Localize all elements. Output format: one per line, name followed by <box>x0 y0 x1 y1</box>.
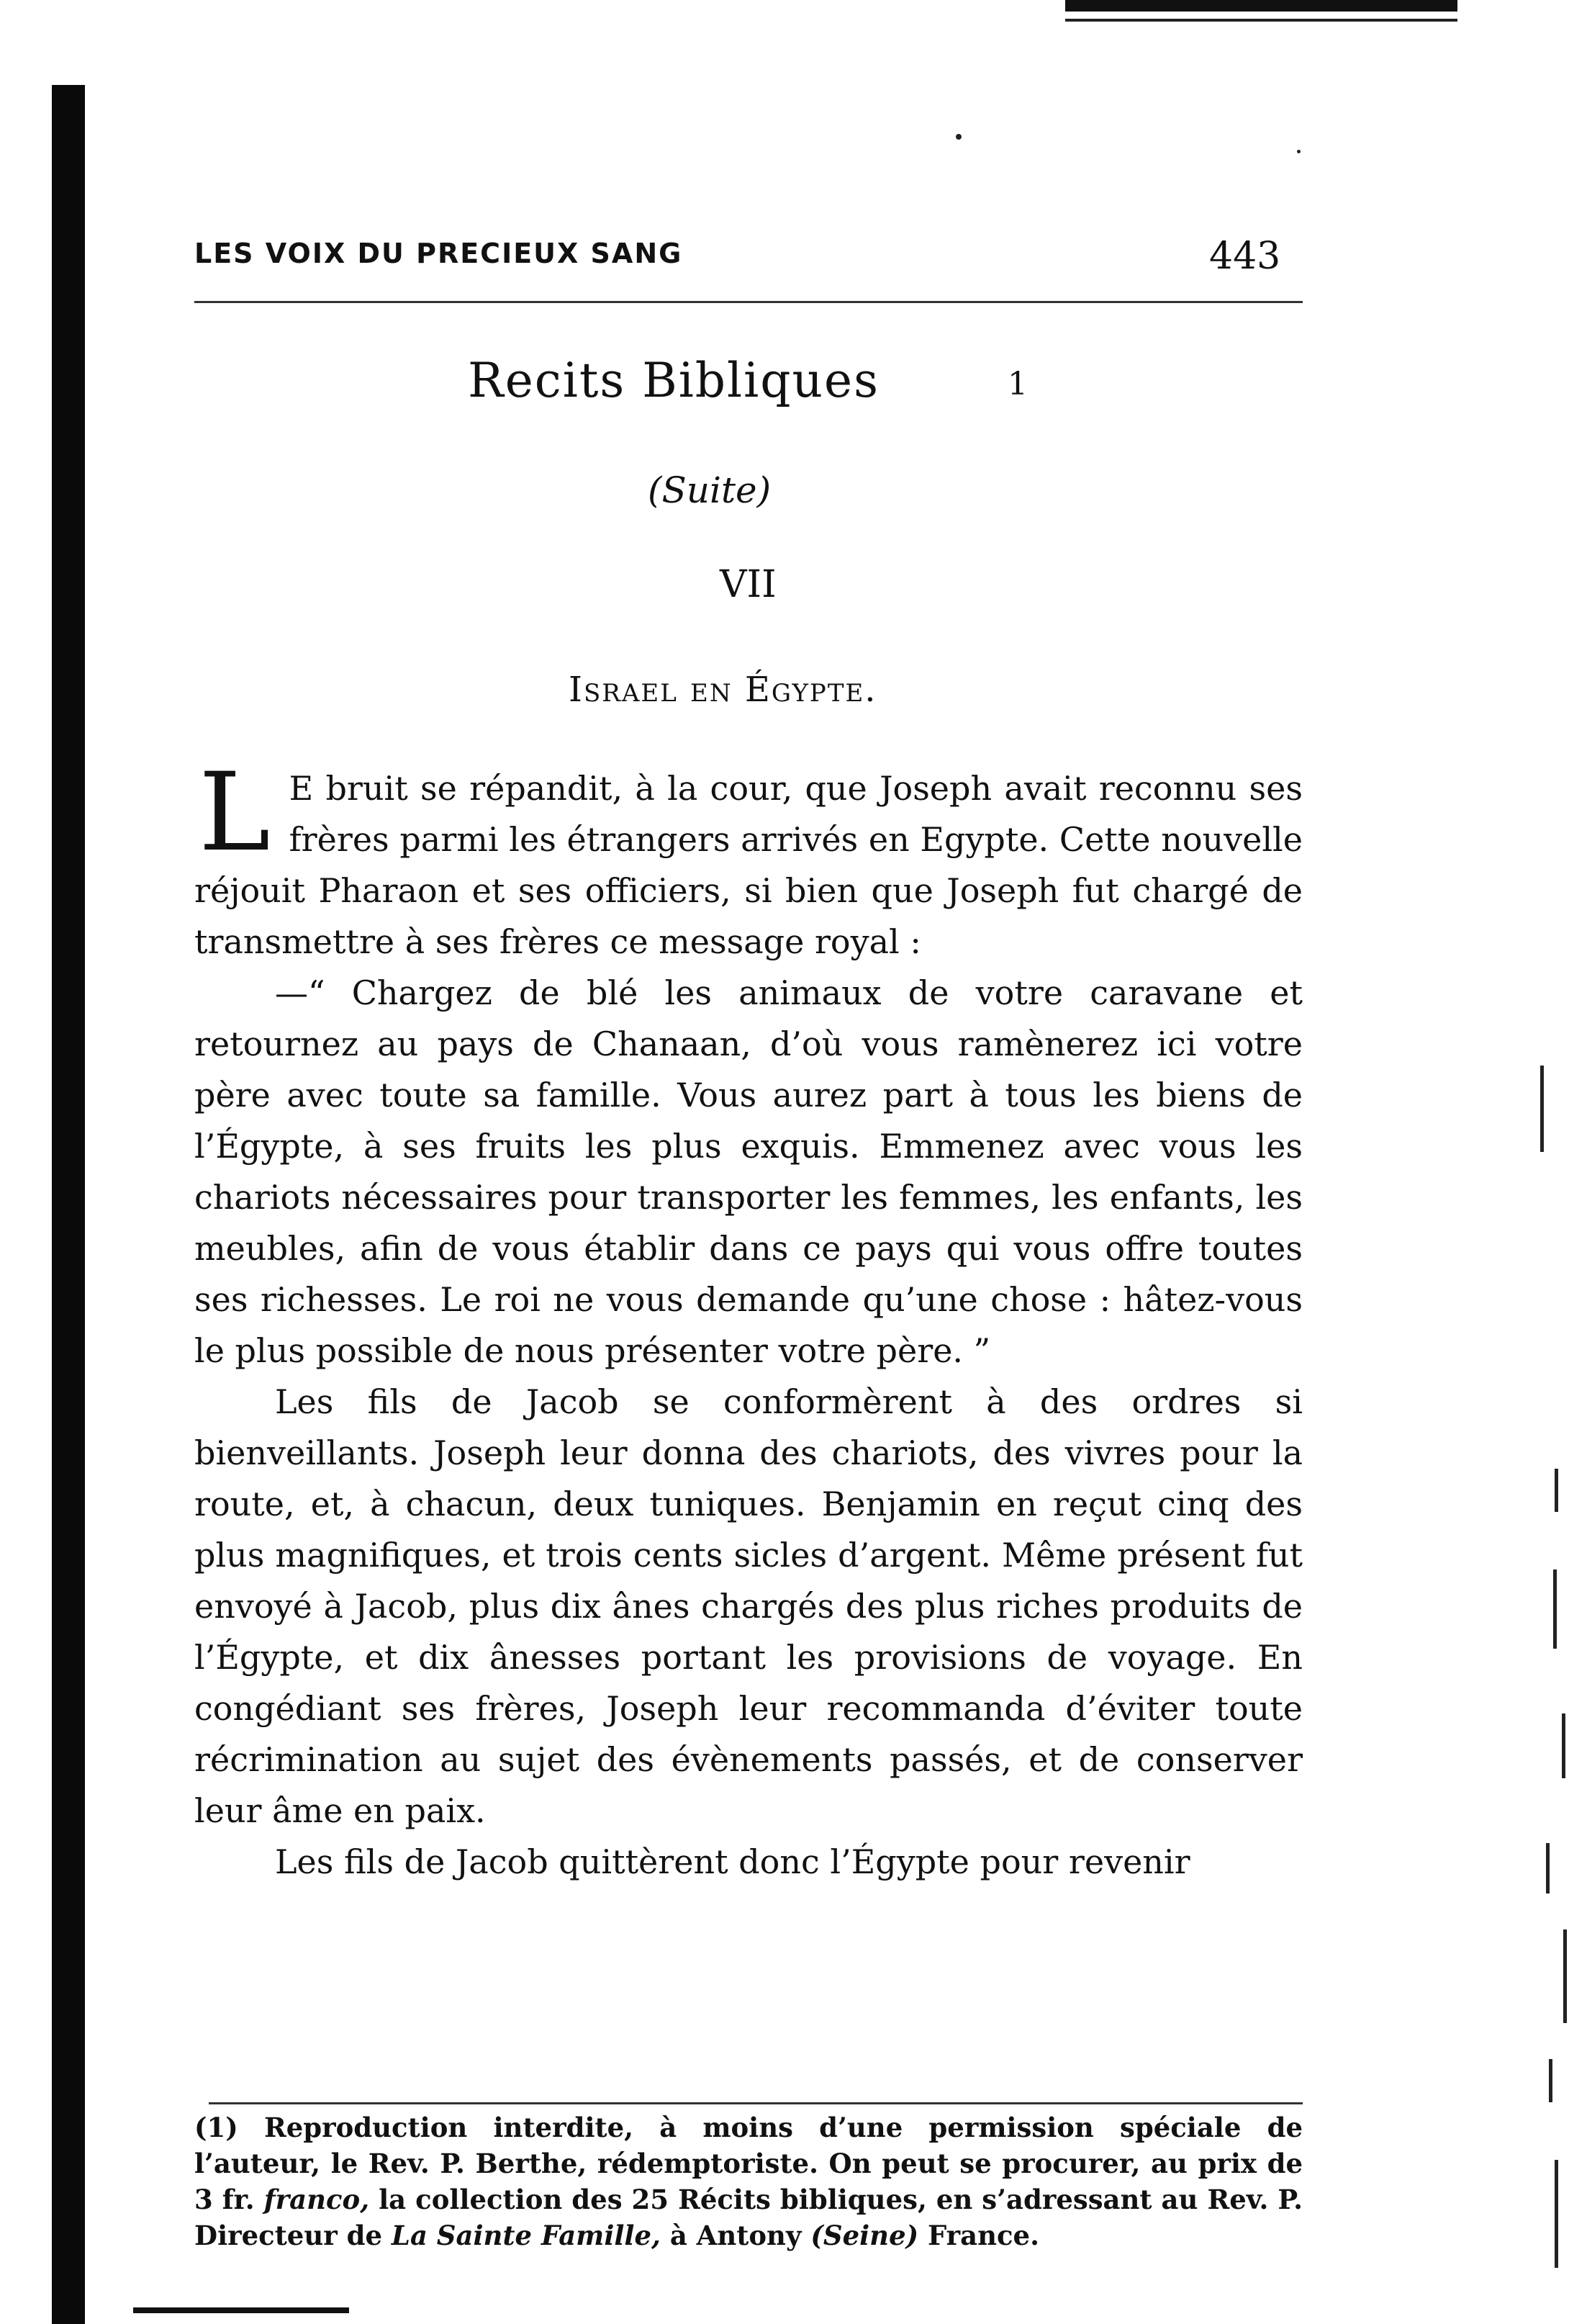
header-divider <box>194 301 1303 303</box>
footnote-country: France. <box>928 2220 1039 2251</box>
scan-speck <box>956 134 962 140</box>
page-number: 443 <box>1209 235 1281 278</box>
footnote-divider <box>209 2102 1303 2104</box>
body-text <box>194 750 1303 1888</box>
footnote-journal: La Sainte Famille, <box>391 2220 661 2251</box>
paragraph-text: E bruit se répandit, à la cour, que Joseph avait reconnu ses frères parmi les étrangers arrivés en Egypte. Cette nouvelle réjouit Pharaon et ses officiers, si bien que Joseph fut chargé de transmettre à ses frères ce message royal : <box>194 769 1303 961</box>
section-title: Israel en Égypte. <box>569 670 877 710</box>
scan-binding-shadow <box>52 85 85 2324</box>
title-footnote-marker: 1 <box>1008 366 1028 402</box>
footnote-text: à Antony <box>669 2220 802 2251</box>
article-subtitle: (Suite) <box>648 469 772 511</box>
footnote-place: (Seine) <box>810 2220 919 2251</box>
footnote-franco: franco, <box>263 2184 370 2215</box>
paragraph <box>194 750 1303 968</box>
article-title: Recits Bibliques <box>468 353 880 408</box>
chapter-number: VII <box>720 563 777 606</box>
footnote-marker: (1) <box>194 2112 238 2143</box>
paragraph: —“ Chargez de blé les animaux de votre caravane et retournez au pays de Chanaan, d’où vous ramènerez ici votre père avec toute sa famille. Vous aurez part à tous les biens de l’Égypte, à ses fruits les plus exquis. Emmenez avec vous les chariots nécessaires pour transporter les femmes, les enfants, les meubles, afin de vous établir dans ce pays qui vous offre toutes ses richesses. Le roi ne vous demande qu’une chose : hâtez-vous le plus possible de nous présenter votre père. ” <box>194 973 1303 1370</box>
running-head: LES VOIX DU PRECIEUX SANG <box>194 238 683 269</box>
scan-bottom-rule <box>133 2307 349 2313</box>
scan-speck <box>1297 150 1301 153</box>
scan-edge-rule <box>1065 0 1457 12</box>
paragraph: Les fils de Jacob se conformèrent à des ordres si bienveillants. Joseph leur donna des chariots, des vivres pour la route, et, à chacun, deux tuniques. Benjamin en reçut cinq des plus magnifiques, et trois cents sicles d’argent. Même présent fut envoyé à Jacob, plus dix ânes chargés des plus riches produits de l’Égypte, et dix ânesses portant les provisions de voyage. En congédiant ses frères, Joseph leur recommanda d’éviter toute récrimination au sujet des évènements passés, et de conserver leur âme en paix. <box>194 1382 1303 1830</box>
drop-cap: L <box>199 750 271 875</box>
footnote-text: Reproduction interdite, à moins d’une permission spéciale de l’auteur, le Rev. P. Berthe, rédemptoriste. On peut se procurer, au prix de 3 fr. <box>194 2112 1303 2215</box>
paragraph: Les fils de Jacob quittèrent donc l’Égypte pour revenir <box>275 1842 1190 1881</box>
scan-edge-rule-thin <box>1065 19 1457 22</box>
scan-margin-marks <box>1533 1066 1573 2275</box>
footnote <box>194 2109 1303 2253</box>
footnote-text: la collection des 25 Récits bibliques, en s’adressant au Rev. P. Directeur de <box>194 2184 1303 2251</box>
